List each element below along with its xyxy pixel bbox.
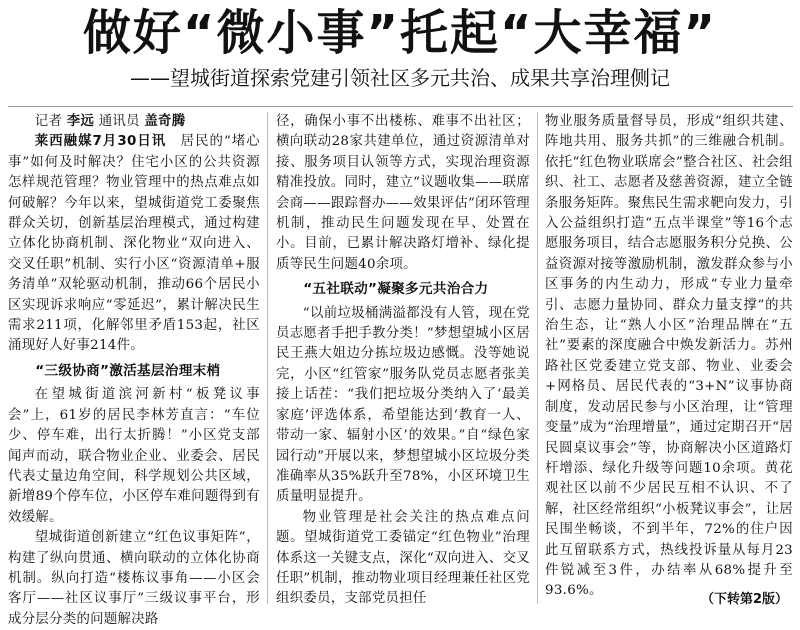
column-1	[8, 112, 261, 627]
byline-correspondent-label: 通讯员	[98, 114, 140, 129]
byline-correspondent-name: 盖奇腾	[144, 114, 186, 129]
continued-note: （下转第2版）	[700, 592, 788, 607]
header-rule	[8, 106, 793, 107]
column-3	[545, 112, 793, 602]
subheadline: ——望城街道探索党建引领社区多元共治、成果共享治理侧记	[130, 66, 670, 90]
paragraph: 径，确保小事不出楼栋、难事不出社区；横向联动28家共建单位，通过资源清单对接、服务项目认领等方式，实现治理资源精准投放。同时，建立“议题收集——联席会商——跟踪督办——效果评估”闭环管理机制，推动民生问题发现在早、处置在小。目前，已累计解决路灯增补、绿化提质等民生问题40余项。	[276, 114, 530, 272]
column-divider	[267, 112, 268, 604]
paragraph: 物业服务质量督导员，形成“组织共建、阵地共用、服务共抓”的三维融合机制。依托“红色物业联席会”整合社区、社会组织、社工、志愿者及慈善资源，建立全链条服务矩阵。聚焦民生需求靶向发力，引入公益组织打造“五点半课堂”等16个志愿服务项目，结合志愿服务积分兑换、公益资源对接等激励机制，激发群众参与小区事务的内生动力，形成“专业力量牵引、志愿力量协同、群众力量支撑”的共治生态，让“熟人小区”治理品牌在“五社”要素的深度融合中焕发新活力。苏州路社区党委建立党支部、物业、业委会+网格员、居民代表的“3+N”议事协商制度，发动居民参与小区治理，让“管理变量”成为“治理增量”，通过定期召开“居民圆桌议事会”等，协商解决小区道路灯杆增添、绿化升级等问题10余项。黄花观社区以前不少居民互相不认识、不了解，社区经常组织“小板凳议事会”，让居民围坐畅谈，不到半年，72%的住户因此互留联系方式，热线投诉量从每月23件锐减至3件，办结率从68%提升至93.6%。	[545, 114, 793, 599]
lead-paragraph-text: 居民的“堵心事”如何及时解决？住宅小区的公共资源怎样规范管理？物业管理中的热点难点如何破解？今年以来，望城街道党工委聚焦群众关切，创新基层治理模式，通过构建立体化协商机制、深化物业“双向进入、交叉任职”机制、实行小区“资源清单+服务清单”双轮驱动机制，推动66个居民小区实现诉求响应“零延迟”，累计解决民生需求211项，化解邻里矛盾153起，社区涌现好人好事214件。	[8, 134, 261, 354]
paragraph: 物业管理是社会关注的热点难点问题。望城街道党工委锚定“红色物业”治理体系这一关键支点，深化“双向进入、交叉任职”机制，推动物业项目经理兼任社区党组织委员，支部党员担任	[276, 509, 530, 607]
column-2	[276, 112, 530, 607]
paragraph: “以前垃圾桶满溢都没有人管，现在党员志愿者手把手教分类！”梦想望城小区居民王燕大姐边分拣垃圾边感慨。没等她说完，小区“红管家”服务队党员志愿者张美接上话茬：“我们把垃圾分类纳入了‘最美家庭’评选体系，希望能达到‘教育一人、带动一家、辐射小区’的效果。”自“绿色家园行动”开展以来，梦想望城小区垃圾分类准确率从35%跃升至78%，小区环境卫生质量明显提升。	[276, 305, 530, 505]
paragraph: 在望城街道滨河新村“板凳议事会”上，61岁的居民李林芳直言：“车位少、停车难，出行太折腾！”小区党支部闻声而动，联合物业企业、业委会、居民代表丈量边角空间，科学规划公共区域，新增89个停车位，小区停车难问题得到有效缓解。	[8, 387, 260, 525]
byline	[8, 112, 260, 132]
section-heading-2: “五社联动”凝聚多元共治合力	[303, 281, 489, 298]
section-heading-1: “三级协商”激活基层治理末梢	[35, 362, 221, 379]
byline-reporter-label: 记者	[34, 114, 63, 129]
dateline: 莱西融媒7月30日讯	[34, 134, 167, 150]
paragraph: 望城街道创新建立“红色议事矩阵”，构建了纵向贯通、横向联动的立体化协商机制。纵向打造“楼栋议事角——小区会客厅——社区议事厅”三级议事平台，形成分层分类的问题解决路	[8, 530, 260, 627]
byline-reporter-name: 李远	[66, 114, 95, 129]
lead-paragraph	[8, 132, 260, 356]
column-divider	[537, 112, 538, 604]
headline: 做好“微小事”托起“大幸福”	[82, 5, 718, 61]
